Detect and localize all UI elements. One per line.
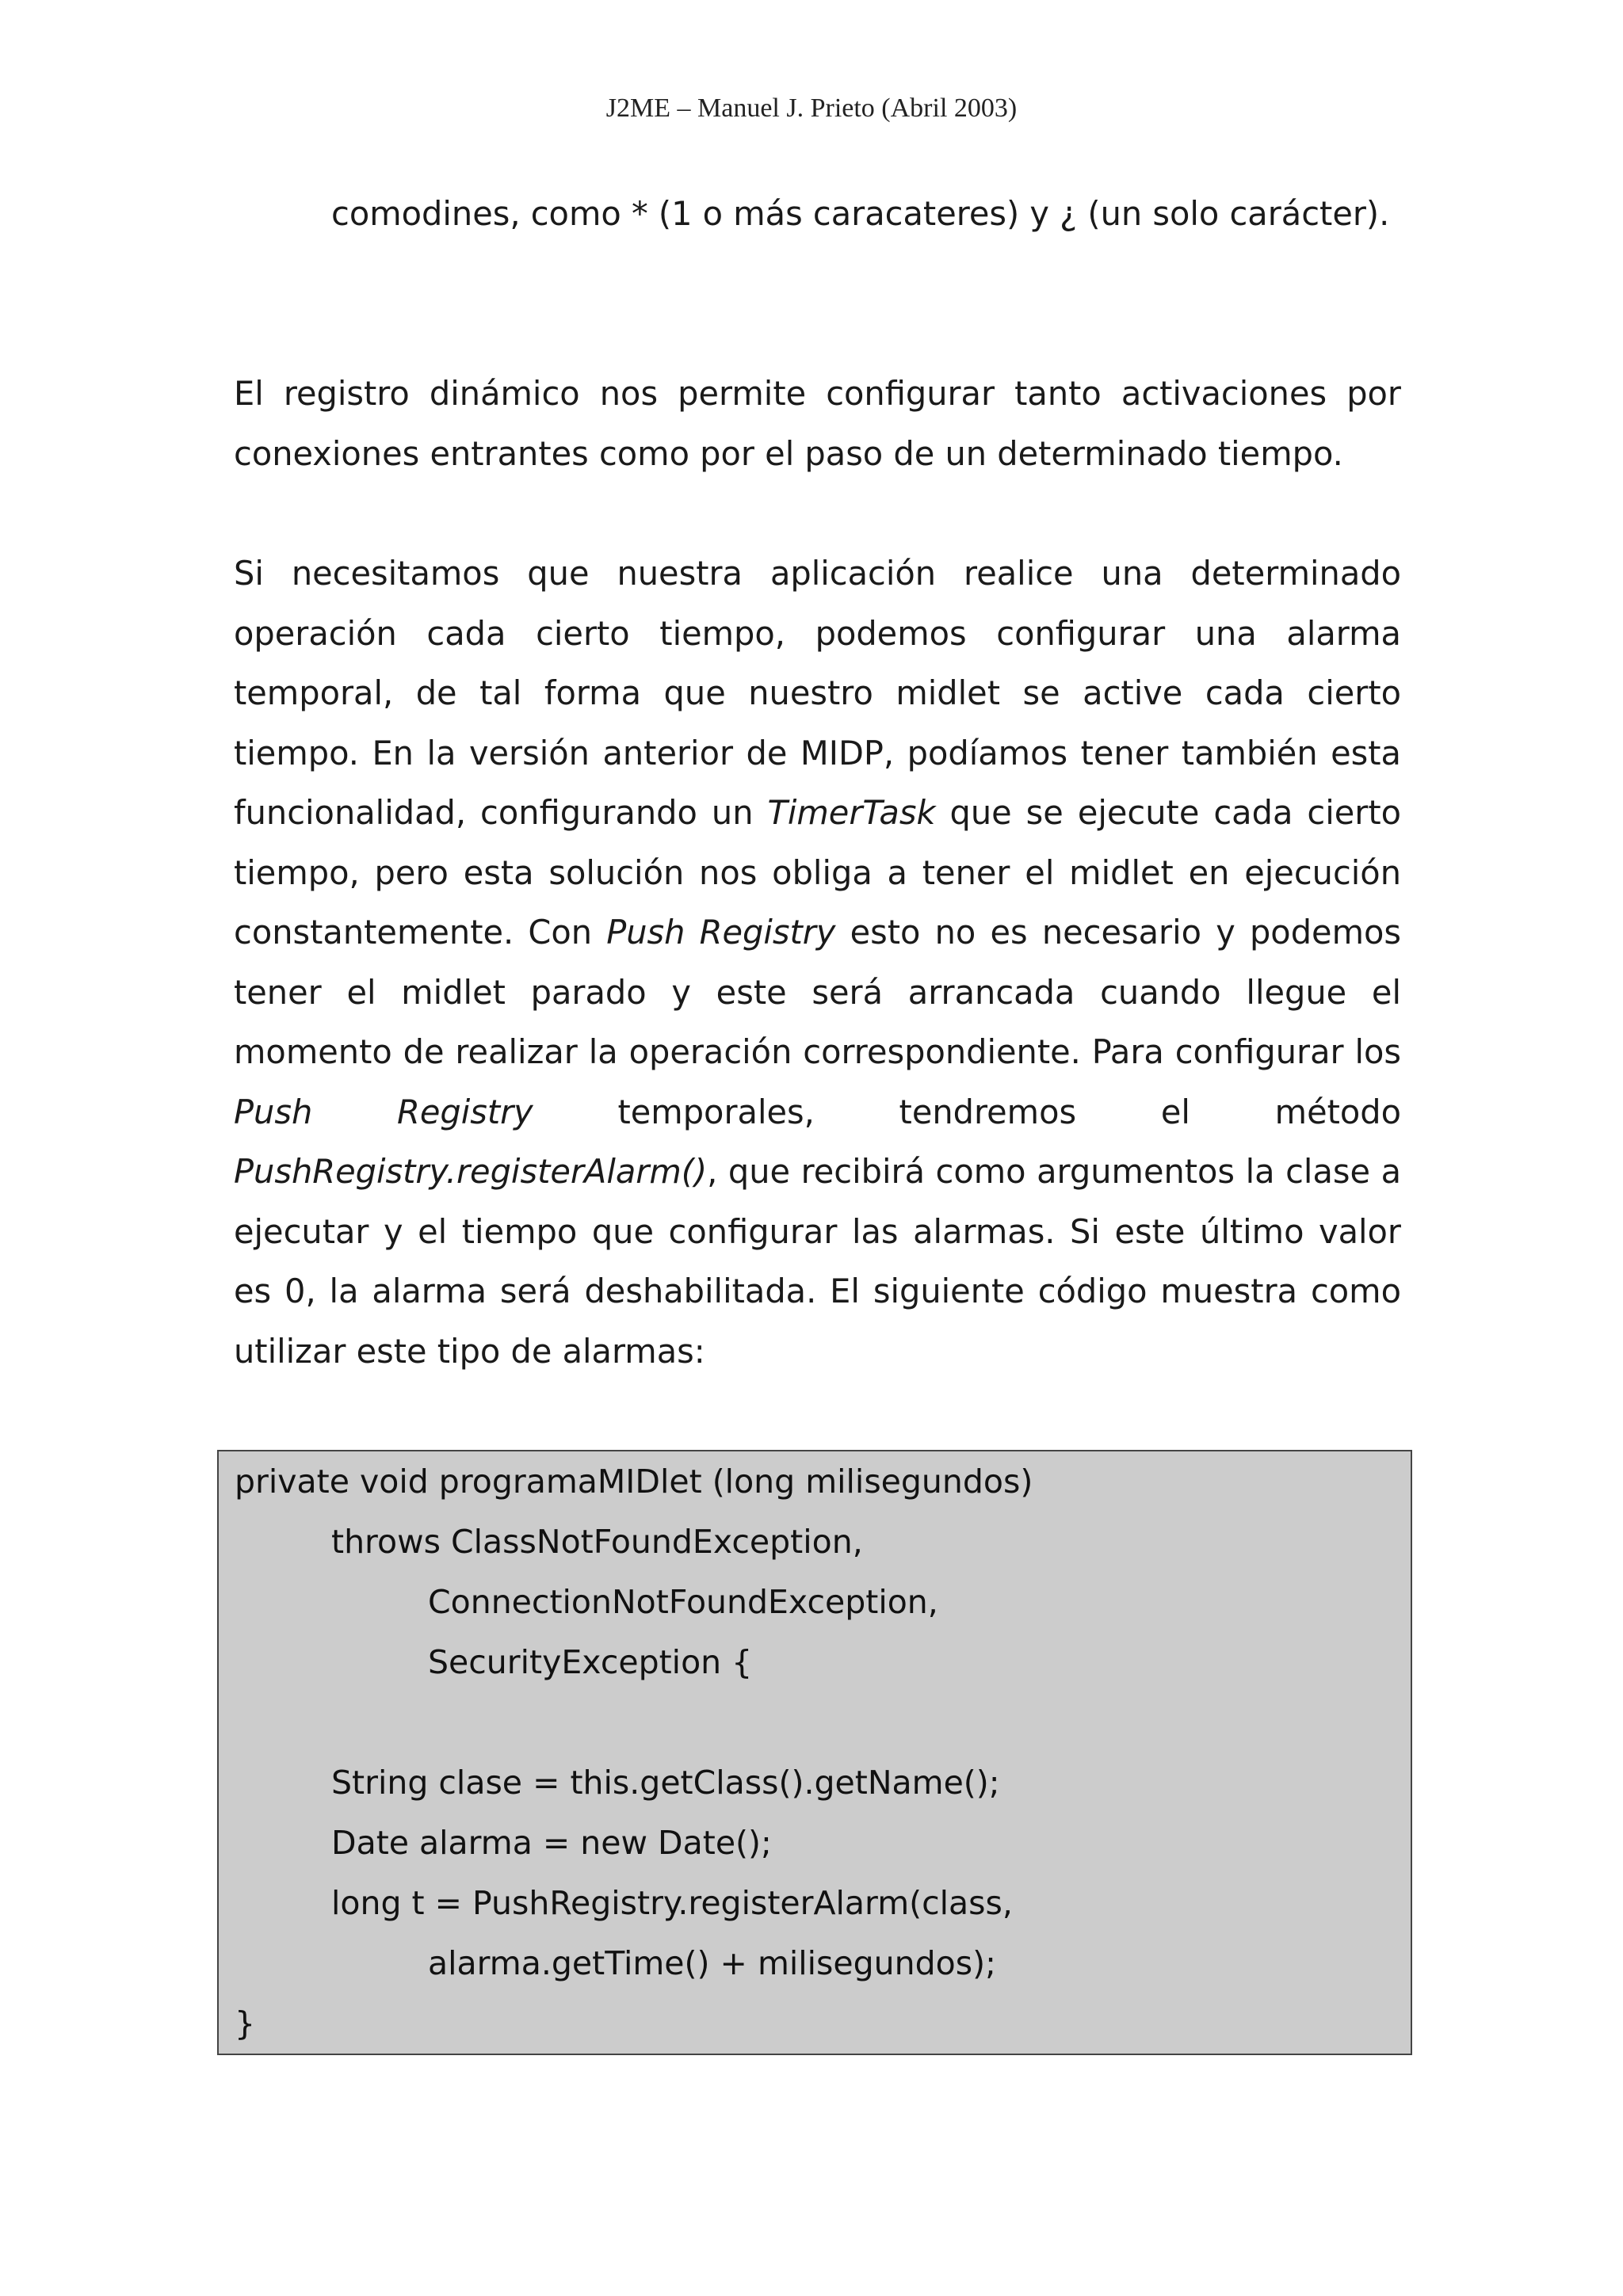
code-line: long t = PushRegistry.registerAlarm(class, (331, 1884, 1013, 1922)
alarm-paragraph-text: Si necesitamos que nuestra aplicación realice una determinado operación cada cierto tiempo, podemos configurar una alarma temporal, de tal forma que nuestro midlet se active cada cierto tiempo. En la versión anterior de MIDP, podíamos tener también esta funcionalidad, configurando un (234, 554, 1401, 832)
continuation-paragraph: comodines, como * (1 o más caracateres) y ¿ (un solo carácter). (331, 194, 1390, 233)
code-line: private void programaMIDlet (long milisegundos) (235, 1463, 1033, 1501)
push-registry-term: Push Registry (606, 913, 836, 952)
alarm-paragraph-text: temporales, tendremos el método (533, 1092, 1401, 1131)
alarm-paragraph-text: , que recibirá como argumentos la clase a ejecutar y el tiempo que configurar las alarmas. Si este último valor es 0, la alarma será deshabilitada. El siguiente código muestra como utilizar este tipo de alarmas: (234, 1152, 1401, 1371)
code-line: ConnectionNotFoundException, (428, 1583, 938, 1621)
alarm-paragraph (234, 543, 1401, 1381)
timertask-term: TimerTask (767, 793, 936, 832)
code-line: Date alarma = new Date(); (331, 1824, 772, 1862)
code-line: } (235, 2004, 256, 2042)
code-line: alarma.getTime() + milisegundos); (428, 1944, 996, 1982)
code-line: throws ClassNotFoundException, (331, 1523, 863, 1561)
code-listing (217, 1450, 1412, 2055)
code-line: String clase = this.getClass().getName(); (331, 1764, 1000, 1802)
running-header: J2ME – Manuel J. Prieto (Abril 2003) (605, 93, 1018, 123)
alarm-paragraph-text: esto no es necesario y podemos tener el midlet parado y este será arrancada cuando llegue el momento de realizar la operación correspondiente. Para configurar los (234, 913, 1402, 1071)
code-line: SecurityException { (428, 1643, 753, 1681)
dynamic-registry-paragraph: El registro dinámico nos permite configurar tanto activaciones por conexiones entrantes como por el paso de un determinado tiempo. (234, 374, 1401, 473)
register-alarm-method: PushRegistry.registerAlarm() (234, 1152, 708, 1191)
push-registry-term: Push Registry (234, 1092, 533, 1131)
alarm-paragraph-text: que se ejecute cada cierto tiempo, pero esta solución nos obliga a tener el midlet en ejecución constantemente. Con (234, 793, 1401, 952)
